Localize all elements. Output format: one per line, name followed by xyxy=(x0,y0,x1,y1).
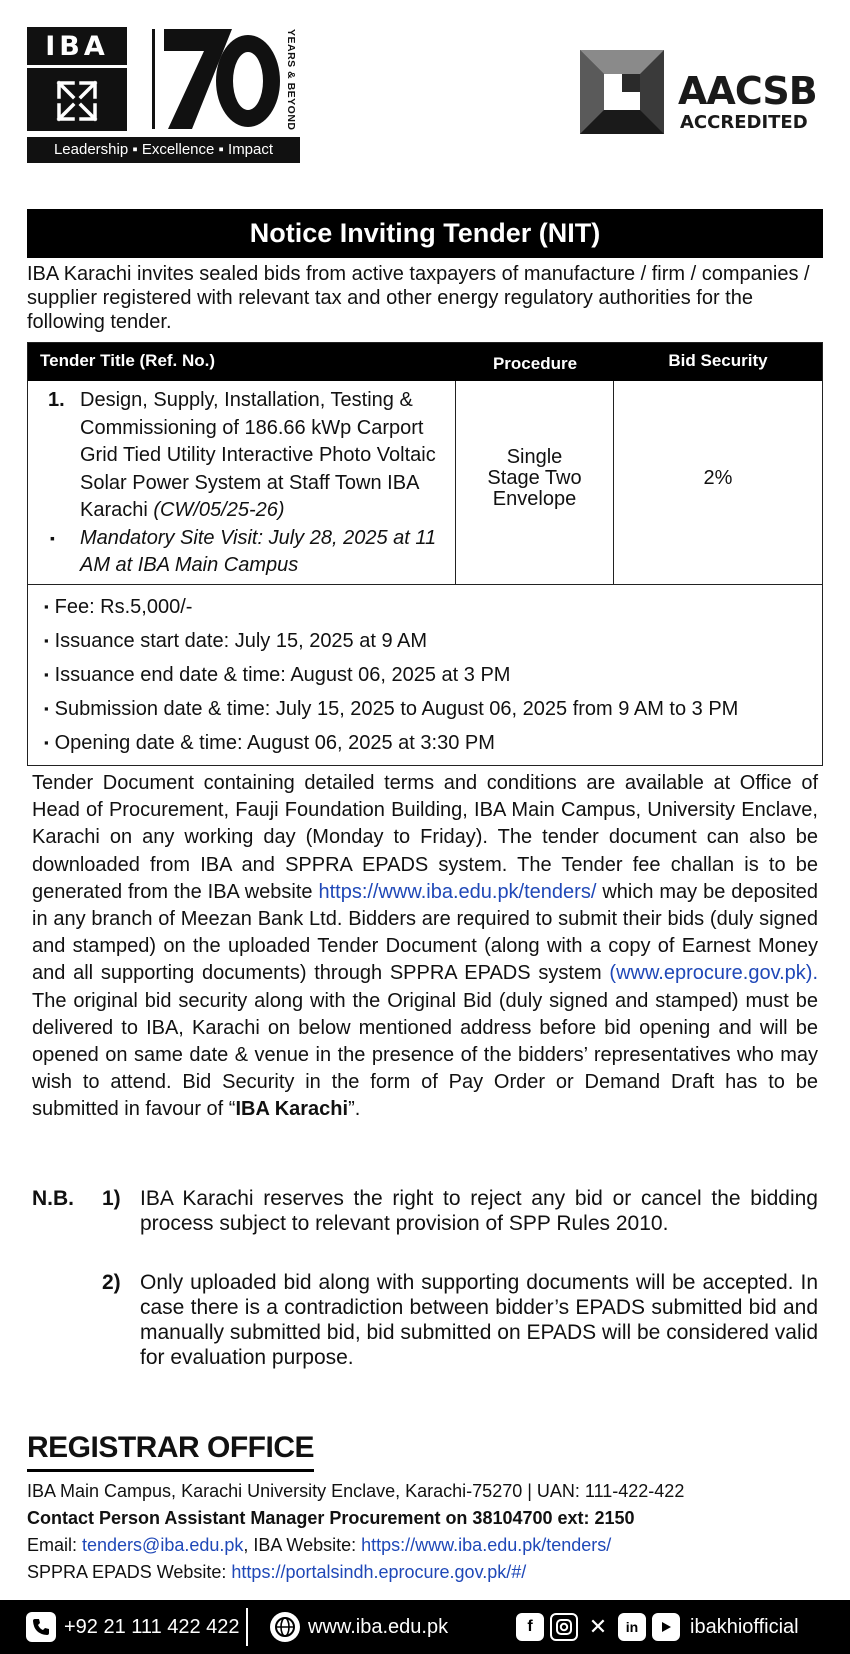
tender-ref-no: (CW/05/25-26) xyxy=(153,499,285,521)
footer-website[interactable]: www.iba.edu.pk xyxy=(270,1600,448,1654)
header-procedure: Procedure xyxy=(492,354,578,373)
contact-person: Contact Person Assistant Manager Procurement on 38104700 ext: 2150 xyxy=(27,1508,635,1528)
iba-logo-box xyxy=(27,27,127,131)
email-link[interactable]: tenders@iba.edu.pk xyxy=(82,1535,244,1555)
tender-table xyxy=(27,342,823,766)
bullet-icon: ▪ xyxy=(44,701,49,716)
sppra-website-link[interactable]: https://portalsindh.eprocure.gov.pk/#/ xyxy=(231,1562,527,1582)
footer-bar xyxy=(0,1600,850,1654)
footer-social xyxy=(516,1600,799,1654)
tender-number: 1. xyxy=(48,389,65,411)
tender-instructions: Tender Document containing detailed terms and conditions are available at Office of Head of Procurement, Fauji Foundation Building, IBA Main Campus, University Enclave, Karachi on any working day (Monday to Friday). The tender document can also be downloaded from IBA and SPPRA EPADS system. The Tender fee challan is to be generated from the IBA website https://www.iba.edu.pk/tenders/ which may be deposited in any branch of Meezan Bank Ltd. Bidders are required to submit their bids (duly signed and stamped) on the uploaded Tender Document (along with a copy of Earnest Money and all supporting documents) through SPPRA EPADS system (www.eprocure.gov.pk). The original bid security along with the Original Bid (duly signed and stamped) must be delivered to IBA, Karachi on below mentioned address before bid opening and will be opened on same date & venue in the presence of the bidders’ representatives who may wish to attend. Bid Security in the form of Pay Order or Demand Draft has to be submitted in favour of “IBA Karachi”. xyxy=(32,772,818,1121)
social-handle: ibakhiofficial xyxy=(690,1615,799,1638)
x-icon[interactable]: ✕ xyxy=(588,1614,608,1639)
bullet-icon: ▪ xyxy=(44,735,49,750)
nota-bene xyxy=(32,1186,818,1370)
accredited-label: ACCREDITED xyxy=(680,112,808,133)
list-item: ▪ Issuance start date: July 15, 2025 at 9 AM xyxy=(44,630,428,652)
tender-description: Design, Supply, Installation, Testing & Commissioning of 186.66 kWp Carport Grid Tied Utility Interactive Photo Voltaic Solar Power System at Staff Town IBA Karachi xyxy=(80,389,436,521)
iba-website-link[interactable]: https://www.iba.edu.pk/tenders/ xyxy=(361,1535,612,1555)
list-item: ▪ Submission date & time: July 15, 2025 to August 06, 2025 from 9 AM to 3 PM xyxy=(44,698,739,720)
header-tender-title: Tender Title (Ref. No.) xyxy=(40,351,216,370)
bid-security-cell: 2% xyxy=(703,467,733,489)
notice-title: Notice Inviting Tender (NIT) xyxy=(27,209,823,258)
bullet-icon: ▪ xyxy=(44,599,49,614)
table-row xyxy=(28,381,822,585)
linkedin-icon[interactable]: in xyxy=(618,1613,646,1641)
iba-70-logo xyxy=(27,6,300,163)
iba-emblem-icon xyxy=(53,77,101,125)
iba-logo-text: IBA xyxy=(45,31,109,62)
bullet-icon: ▪ xyxy=(44,667,49,682)
registrar-address: IBA Main Campus, Karachi University Enclave, Karachi-75270 | UAN: 111-422-422 xyxy=(27,1481,685,1501)
site-visit-note: Mandatory Site Visit: July 28, 2025 at 11 AM at IBA Main Campus xyxy=(80,526,437,576)
facebook-icon[interactable]: f xyxy=(516,1613,544,1641)
nb-label: N.B. xyxy=(32,1187,74,1210)
list-item: ▪ Fee: Rs.5,000/- xyxy=(44,596,193,618)
iba-tenders-link[interactable]: https://www.iba.edu.pk/tenders/ xyxy=(318,880,597,903)
svg-text:70: 70 xyxy=(162,6,180,23)
registrar-office-title: REGISTRAR OFFICE xyxy=(27,1429,314,1472)
aacsb-name: AACSB xyxy=(678,69,817,113)
footer-phone[interactable]: +92 21 111 422 422 xyxy=(26,1600,240,1654)
aacsb-emblem-icon xyxy=(580,50,664,134)
iba-karachi-bold: IBA Karachi xyxy=(235,1098,349,1121)
list-item: N.B. 1) IBA Karachi reserves the right to reject any bid or cancel the bidding process subject to relevant provision of SPP Rules 2010. xyxy=(32,1187,818,1235)
header-bid-security: Bid Security xyxy=(668,351,768,370)
registrar-contact: IBA Main Campus, Karachi University Enclave, Karachi-75270 | UAN: 111-422-422 Contact Person Assistant Manager Procurement on 38104700 ext: 2150 Email: tenders@iba.edu.pk, IBA Website: https://www.iba.edu.pk/tenders/ SPPRA EPADS Website: https://portalsindh.eprocure.gov.pk/#/ xyxy=(27,1478,827,1586)
list-item: ▪ Issuance end date & time: August 06, 2025 at 3 PM xyxy=(44,664,511,686)
tender-title-cell xyxy=(28,381,456,584)
globe-icon xyxy=(270,1612,300,1642)
procedure-cell: Single Stage Two Envelope xyxy=(456,381,614,584)
tagline: Leadership ▪ Excellence ▪ Impact xyxy=(27,137,300,163)
eprocure-link[interactable]: (www.eprocure.gov.pk). xyxy=(609,962,818,985)
seventy-years-graphic xyxy=(162,6,282,131)
phone-icon xyxy=(26,1612,56,1642)
years-and-beyond-caption: YEARS & BEYOND xyxy=(285,29,297,131)
table-header xyxy=(28,343,822,381)
list-item: ▪ Opening date & time: August 06, 2025 at 3:30 PM xyxy=(44,732,495,754)
tender-dates-list xyxy=(28,585,822,765)
aacsb-accredited-logo xyxy=(580,50,826,136)
notice-intro: IBA Karachi invites sealed bids from active taxpayers of manufacture / firm / companies / supplier registered with relevant tax and other energy regulatory authorities for the following tender. xyxy=(27,263,810,333)
instagram-icon[interactable] xyxy=(550,1613,578,1641)
list-item: 2) Only uploaded bid along with supporting documents will be accepted. In case there is a contradiction between bidder’s EPADS submitted bid and manually submitted bid, bid submitted on EPADS will be considered valid for evaluation purpose. xyxy=(102,1271,818,1369)
bullet-icon: ▪ xyxy=(44,633,49,648)
youtube-icon[interactable] xyxy=(652,1613,680,1641)
bullet-icon: ▪ xyxy=(50,529,55,546)
